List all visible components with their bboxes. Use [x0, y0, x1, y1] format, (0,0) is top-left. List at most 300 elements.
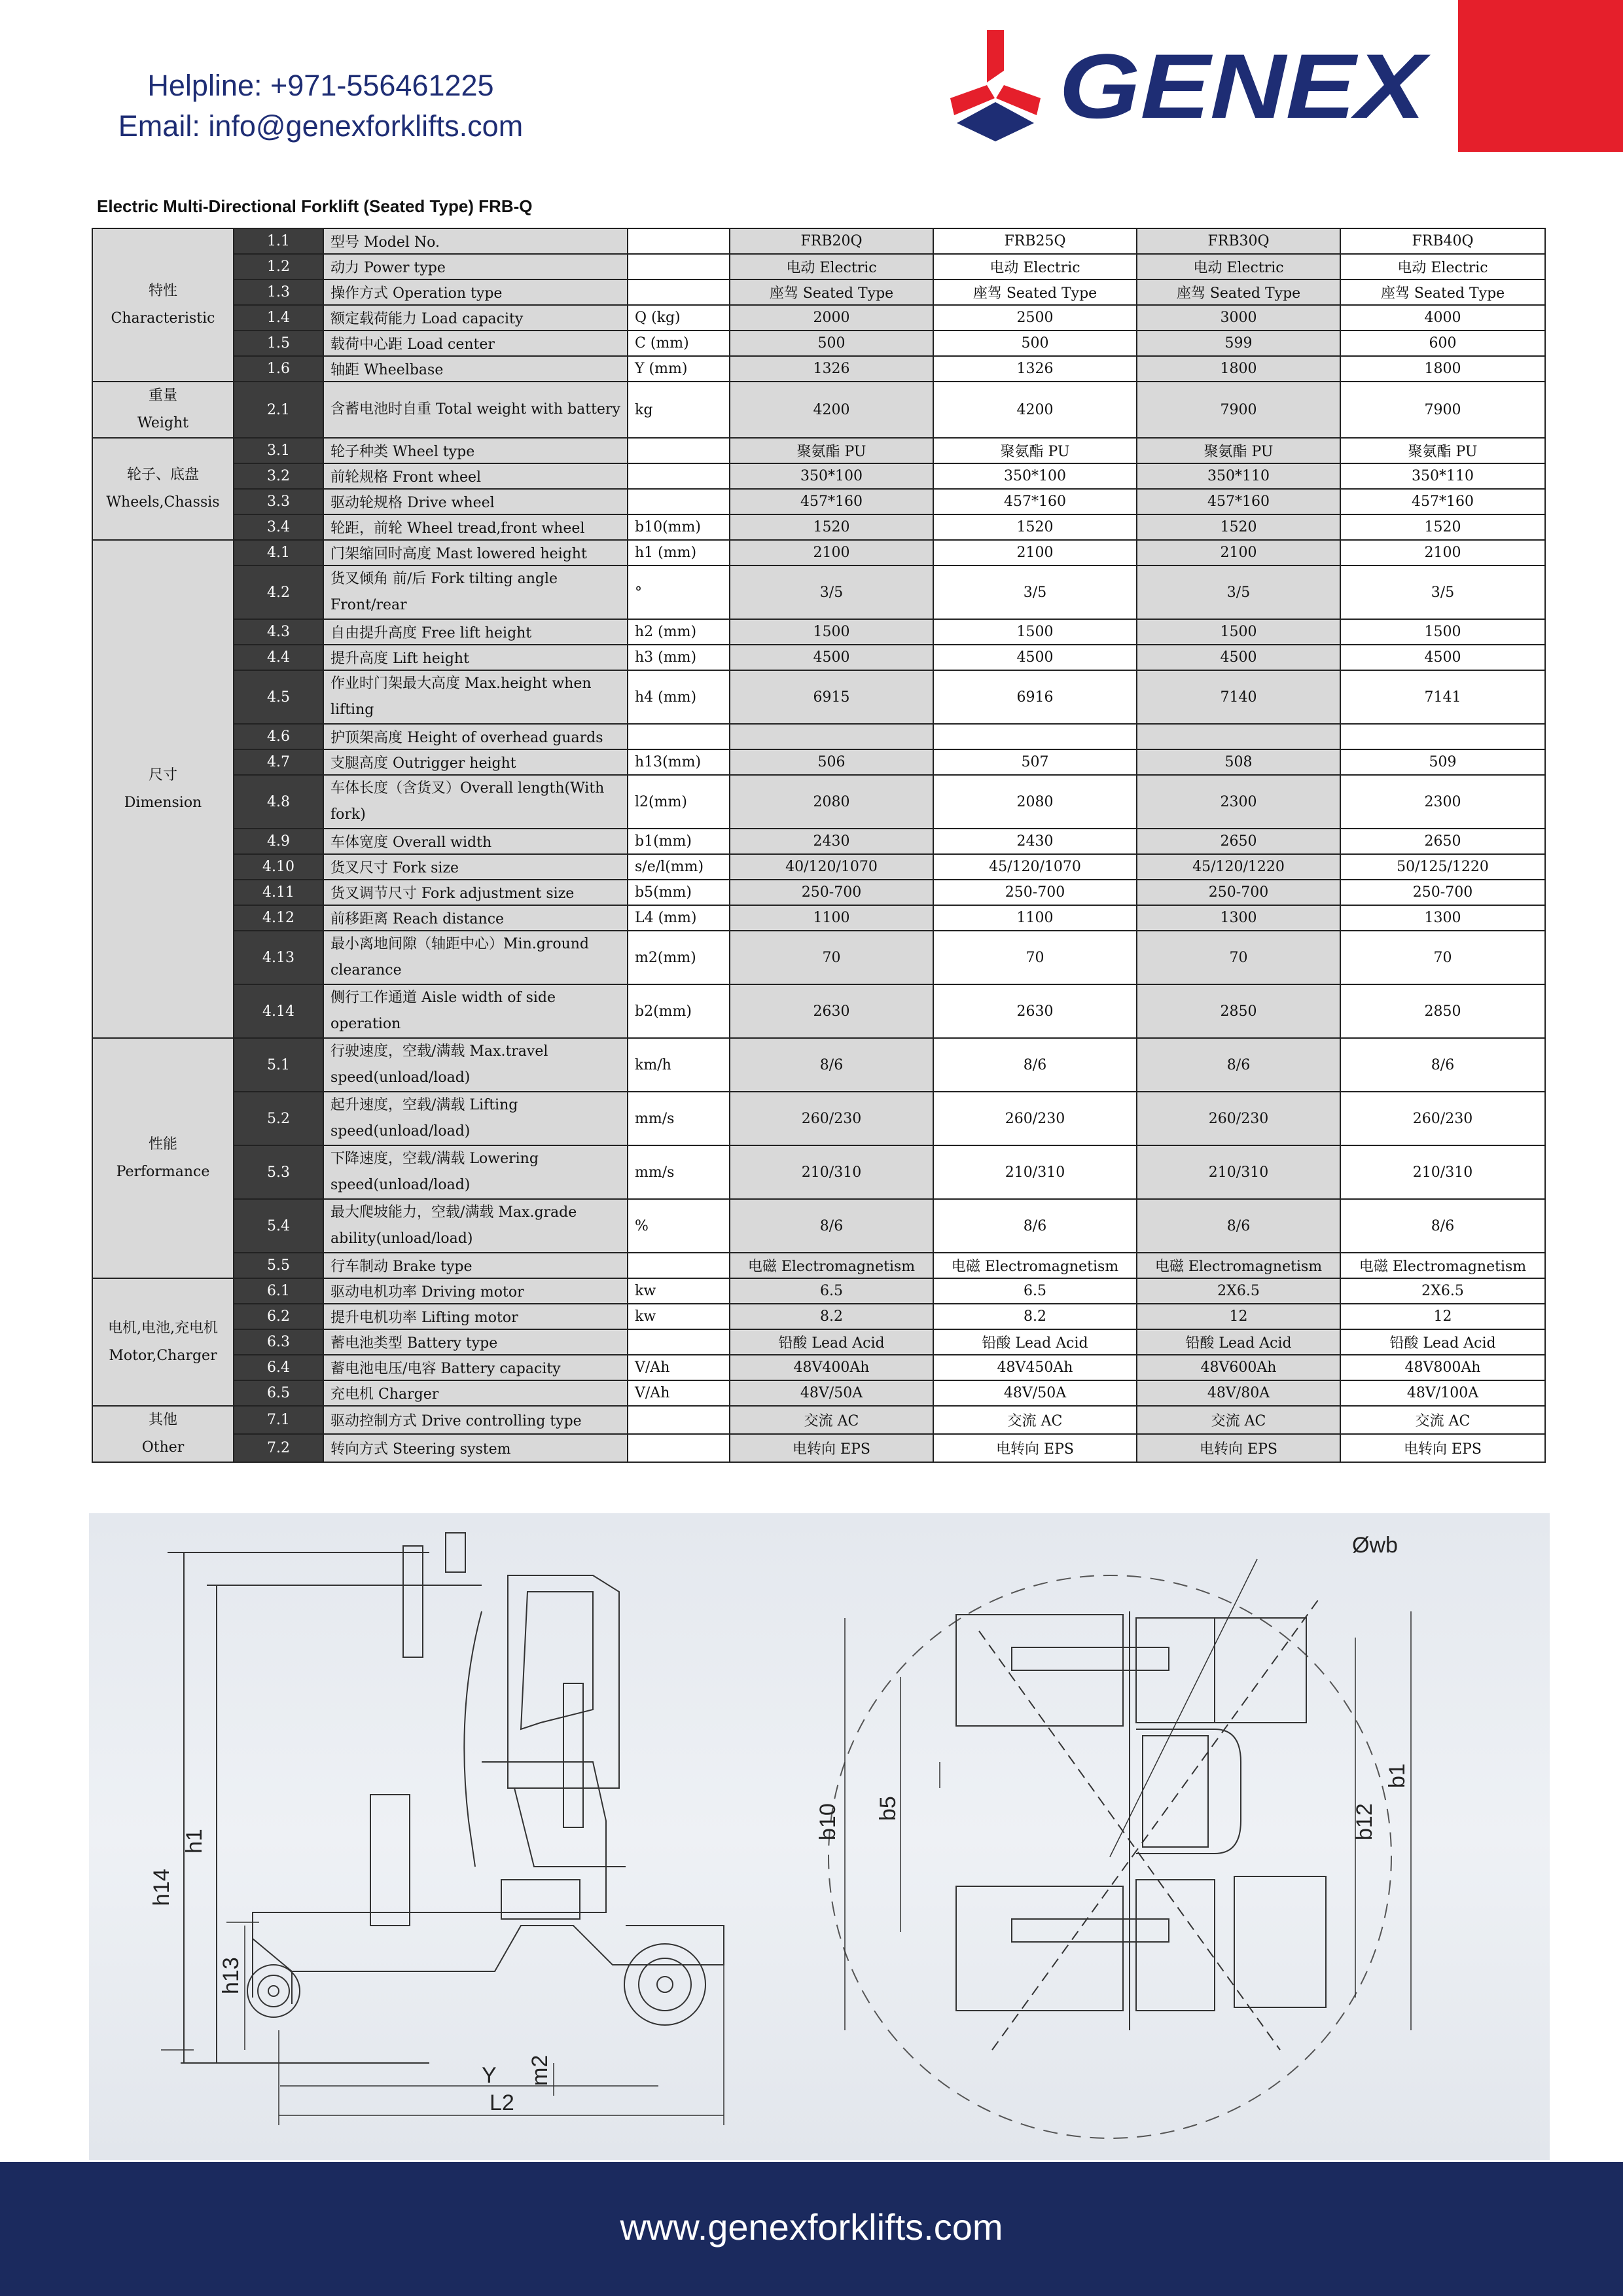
value-cell: 1100: [730, 905, 933, 931]
value-cell: 210/310: [1137, 1145, 1340, 1199]
value-cell: 506: [730, 749, 933, 775]
spec-row: [92, 565, 1545, 619]
parameter-name: 转向方式 Steering system: [323, 1434, 628, 1462]
value-cell: 座驾 Seated Type: [1340, 279, 1545, 305]
value-cell: 70: [1340, 931, 1545, 984]
unit-cell: %: [628, 1199, 730, 1253]
value-cell: 48V400Ah: [730, 1355, 933, 1380]
unit-cell: [628, 1329, 730, 1355]
item-number: 6.4: [234, 1355, 323, 1380]
category-label-en: Dimension: [124, 794, 202, 811]
unit-cell: h2 (mm): [628, 619, 730, 645]
unit-cell: kw: [628, 1278, 730, 1304]
value-cell: 2000: [730, 305, 933, 331]
value-cell: 电转向 EPS: [730, 1434, 933, 1462]
item-number: 4.14: [234, 984, 323, 1038]
unit-cell: l2(mm): [628, 775, 730, 829]
value-cell: 电转向 EPS: [1137, 1434, 1340, 1462]
value-cell: 4000: [1340, 305, 1545, 331]
value-cell: 座驾 Seated Type: [730, 279, 933, 305]
parameter-name: 蓄电池类型 Battery type: [323, 1329, 628, 1355]
value-cell: 2080: [730, 775, 933, 829]
value-cell: 1300: [1137, 905, 1340, 931]
document-title: Electric Multi-Directional Forklift (Seated Type) FRB-Q: [97, 196, 533, 216]
forklift-side-view: [161, 1533, 724, 2125]
spec-row: [92, 724, 1545, 749]
dim-label-m2: m2: [527, 2054, 552, 2086]
unit-cell: b5(mm): [628, 880, 730, 905]
value-cell: 聚氨酯 PU: [933, 438, 1137, 463]
category-label-cn: 轮子、底盘: [126, 467, 199, 483]
parameter-name: 下降速度，空载/满载 Lowering speed(unload/load): [323, 1145, 628, 1199]
value-cell: 8.2: [730, 1304, 933, 1329]
item-number: 6.1: [234, 1278, 323, 1304]
value-cell: 2650: [1340, 829, 1545, 854]
category-label-cn: 性能: [148, 1136, 177, 1153]
spec-row: [92, 619, 1545, 645]
value-cell: 50/125/1220: [1340, 854, 1545, 880]
spec-row: [92, 1434, 1545, 1462]
value-cell: 250-700: [933, 880, 1137, 905]
item-number: 5.1: [234, 1038, 323, 1092]
item-number: 2.1: [234, 382, 323, 438]
unit-cell: [628, 489, 730, 514]
value-cell: 电动 Electric: [730, 254, 933, 279]
item-number: 5.3: [234, 1145, 323, 1199]
contact-block: [92, 65, 550, 147]
spec-row: [92, 880, 1545, 905]
value-cell: 7140: [1137, 670, 1340, 724]
value-cell: 350*110: [1137, 463, 1340, 489]
spec-row: [92, 1038, 1545, 1092]
spec-row: [92, 305, 1545, 331]
item-number: 1.3: [234, 279, 323, 305]
item-number: 3.3: [234, 489, 323, 514]
dim-label-h1: h1: [182, 1829, 207, 1854]
value-cell: 260/230: [933, 1092, 1137, 1145]
value-cell: 350*100: [933, 463, 1137, 489]
parameter-name: 侧行工作通道 Aisle width of side operation: [323, 984, 628, 1038]
category-label-en: Motor,Charger: [109, 1347, 217, 1364]
parameter-name: 轮距，前轮 Wheel tread,front wheel: [323, 514, 628, 540]
unit-cell: [628, 438, 730, 463]
category-cell: [92, 1406, 234, 1462]
spec-row: [92, 1145, 1545, 1199]
value-cell: 8/6: [933, 1199, 1137, 1253]
category-label-cn: 重量: [148, 387, 177, 404]
category-label-cn: 尺寸: [148, 766, 177, 783]
value-cell: 电动 Electric: [933, 254, 1137, 279]
value-cell: 1800: [1137, 356, 1340, 382]
value-cell: 1500: [730, 619, 933, 645]
category-cell: [92, 540, 234, 1038]
value-cell: 3/5: [730, 565, 933, 619]
value-cell: 45/120/1220: [1137, 854, 1340, 880]
item-number: 1.6: [234, 356, 323, 382]
genex-logo: [949, 25, 1433, 149]
value-cell: 2080: [933, 775, 1137, 829]
value-cell: 48V/50A: [933, 1380, 1137, 1406]
value-cell: 6916: [933, 670, 1137, 724]
value-cell: 48V800Ah: [1340, 1355, 1545, 1380]
unit-cell: s/e/l(mm): [628, 854, 730, 880]
dim-label-y: Y: [482, 2063, 497, 2088]
value-cell: 聚氨酯 PU: [1340, 438, 1545, 463]
value-cell: 1520: [730, 514, 933, 540]
value-cell: 1520: [1340, 514, 1545, 540]
parameter-name: 门架缩回时高度 Mast lowered height: [323, 540, 628, 565]
value-cell: 座驾 Seated Type: [933, 279, 1137, 305]
parameter-name: 型号 Model No.: [323, 228, 628, 254]
spec-row: [92, 331, 1545, 356]
value-cell: 70: [933, 931, 1137, 984]
dim-label-b5: b5: [876, 1796, 901, 1821]
parameter-name: 提升高度 Lift height: [323, 645, 628, 670]
value-cell: 40/120/1070: [730, 854, 933, 880]
item-number: 6.2: [234, 1304, 323, 1329]
parameter-name: 货叉倾角 前/后 Fork tilting angle Front/rear: [323, 565, 628, 619]
dim-label-b10: b10: [815, 1803, 840, 1840]
value-cell: 电磁 Electromagnetism: [933, 1253, 1137, 1278]
item-number: 1.2: [234, 254, 323, 279]
item-number: 3.2: [234, 463, 323, 489]
spec-row: [92, 931, 1545, 984]
category-label-en: Other: [141, 1439, 185, 1456]
value-cell: 交流 AC: [1137, 1406, 1340, 1434]
parameter-name: 最大爬坡能力，空载/满载 Max.grade ability(unload/load): [323, 1199, 628, 1253]
value-cell: 7900: [1137, 382, 1340, 438]
unit-cell: h4 (mm): [628, 670, 730, 724]
parameter-name: 支腿高度 Outrigger height: [323, 749, 628, 775]
value-cell: 电磁 Electromagnetism: [1137, 1253, 1340, 1278]
item-number: 1.5: [234, 331, 323, 356]
value-cell: 电磁 Electromagnetism: [1340, 1253, 1545, 1278]
value-cell: FRB25Q: [933, 228, 1137, 254]
unit-cell: [628, 1253, 730, 1278]
value-cell: 70: [730, 931, 933, 984]
value-cell: FRB20Q: [730, 228, 933, 254]
value-cell: 8/6: [933, 1038, 1137, 1092]
unit-cell: [628, 463, 730, 489]
parameter-name: 蓄电池电压/电容 Battery capacity: [323, 1355, 628, 1380]
value-cell: 2100: [1340, 540, 1545, 565]
spec-row: [92, 463, 1545, 489]
value-cell: 铅酸 Lead Acid: [1137, 1329, 1340, 1355]
parameter-name: 轮子种类 Wheel type: [323, 438, 628, 463]
parameter-name: 货叉调节尺寸 Fork adjustment size: [323, 880, 628, 905]
item-number: 4.6: [234, 724, 323, 749]
value-cell: 聚氨酯 PU: [1137, 438, 1340, 463]
dim-label-l2: L2: [490, 2090, 514, 2115]
value-cell: 500: [933, 331, 1137, 356]
spec-row: [92, 854, 1545, 880]
item-number: 4.5: [234, 670, 323, 724]
item-number: 4.11: [234, 880, 323, 905]
value-cell: 4200: [933, 382, 1137, 438]
parameter-name: 充电机 Charger: [323, 1380, 628, 1406]
spec-row: [92, 749, 1545, 775]
value-cell: 48V/100A: [1340, 1380, 1545, 1406]
item-number: 3.1: [234, 438, 323, 463]
value-cell: 8/6: [1137, 1199, 1340, 1253]
brand-wordmark: GENEX: [1059, 35, 1431, 137]
spec-row: [92, 279, 1545, 305]
unit-cell: [628, 1434, 730, 1462]
spec-row: [92, 438, 1545, 463]
website-link[interactable]: www.genexforklifts.com: [620, 2206, 1003, 2248]
value-cell: 4500: [1340, 645, 1545, 670]
value-cell: 2300: [1340, 775, 1545, 829]
value-cell: 350*100: [730, 463, 933, 489]
parameter-name: 轴距 Wheelbase: [323, 356, 628, 382]
value-cell: 3000: [1137, 305, 1340, 331]
value-cell: 48V450Ah: [933, 1355, 1137, 1380]
value-cell: 4500: [933, 645, 1137, 670]
unit-cell: Y (mm): [628, 356, 730, 382]
unit-cell: V/Ah: [628, 1355, 730, 1380]
helpline-text: Helpline: +971-556461225: [147, 69, 494, 102]
spec-row: [92, 829, 1545, 854]
value-cell: 电转向 EPS: [1340, 1434, 1545, 1462]
spec-table: [92, 228, 1546, 1463]
value-cell: 2100: [933, 540, 1137, 565]
item-number: 6.5: [234, 1380, 323, 1406]
value-cell: 交流 AC: [730, 1406, 933, 1434]
dim-label-b12: b12: [1352, 1803, 1377, 1840]
value-cell: 2430: [730, 829, 933, 854]
value-cell: 1520: [933, 514, 1137, 540]
value-cell: 2850: [1137, 984, 1340, 1038]
parameter-name: 载荷中心距 Load center: [323, 331, 628, 356]
item-number: 4.8: [234, 775, 323, 829]
value-cell: 210/310: [1340, 1145, 1545, 1199]
spec-row: [92, 1199, 1545, 1253]
value-cell: 6915: [730, 670, 933, 724]
value-cell: 2X6.5: [1137, 1278, 1340, 1304]
unit-cell: kw: [628, 1304, 730, 1329]
item-number: 7.1: [234, 1406, 323, 1434]
value-cell: 聚氨酯 PU: [730, 438, 933, 463]
parameter-name: 前轮规格 Front wheel: [323, 463, 628, 489]
email-text: Email: info@genexforklifts.com: [118, 109, 524, 143]
value-cell: 2100: [1137, 540, 1340, 565]
parameter-name: 驱动轮规格 Drive wheel: [323, 489, 628, 514]
parameter-name: 前移距离 Reach distance: [323, 905, 628, 931]
value-cell: 1500: [1137, 619, 1340, 645]
spec-row: [92, 1380, 1545, 1406]
value-cell: 8/6: [1340, 1199, 1545, 1253]
value-cell: 457*160: [730, 489, 933, 514]
spec-row: [92, 984, 1545, 1038]
value-cell: 210/310: [933, 1145, 1137, 1199]
value-cell: 457*160: [1340, 489, 1545, 514]
item-number: 4.2: [234, 565, 323, 619]
value-cell: 250-700: [730, 880, 933, 905]
parameter-name: 驱动电机功率 Driving motor: [323, 1278, 628, 1304]
value-cell: 电转向 EPS: [933, 1434, 1137, 1462]
technical-drawing: [89, 1513, 1550, 2160]
spec-row: [92, 514, 1545, 540]
unit-cell: h13(mm): [628, 749, 730, 775]
value-cell: 8.2: [933, 1304, 1137, 1329]
item-number: 7.2: [234, 1434, 323, 1462]
value-cell: 457*160: [933, 489, 1137, 514]
value-cell: 1500: [1340, 619, 1545, 645]
category-label-cn: 特性: [148, 283, 177, 299]
dim-label-wb: Øwb: [1352, 1533, 1398, 1558]
unit-cell: C (mm): [628, 331, 730, 356]
unit-cell: °: [628, 565, 730, 619]
unit-cell: h1 (mm): [628, 540, 730, 565]
value-cell: 2300: [1137, 775, 1340, 829]
item-number: 4.9: [234, 829, 323, 854]
parameter-name: 额定载荷能力 Load capacity: [323, 305, 628, 331]
parameter-name: 车体宽度 Overall width: [323, 829, 628, 854]
value-cell: FRB40Q: [1340, 228, 1545, 254]
spec-row: [92, 489, 1545, 514]
unit-cell: mm/s: [628, 1145, 730, 1199]
value-cell: 铅酸 Lead Acid: [933, 1329, 1137, 1355]
unit-cell: b1(mm): [628, 829, 730, 854]
unit-cell: [628, 724, 730, 749]
spec-row: [92, 1092, 1545, 1145]
item-number: 5.2: [234, 1092, 323, 1145]
category-label-cn: 电机,电池,充电机: [108, 1319, 218, 1336]
value-cell: 4200: [730, 382, 933, 438]
value-cell: 1500: [933, 619, 1137, 645]
value-cell: 2500: [933, 305, 1137, 331]
parameter-name: 车体长度（含货叉）Overall length(With fork): [323, 775, 628, 829]
value-cell: 电动 Electric: [1137, 254, 1340, 279]
spec-row: [92, 775, 1545, 829]
value-cell: 1100: [933, 905, 1137, 931]
value-cell: 座驾 Seated Type: [1137, 279, 1340, 305]
value-cell: 260/230: [1137, 1092, 1340, 1145]
unit-cell: Q (kg): [628, 305, 730, 331]
item-number: 4.13: [234, 931, 323, 984]
unit-cell: L4 (mm): [628, 905, 730, 931]
parameter-name: 动力 Power type: [323, 254, 628, 279]
genex-emblem-icon: [950, 30, 1041, 141]
unit-cell: mm/s: [628, 1092, 730, 1145]
unit-cell: m2(mm): [628, 931, 730, 984]
value-cell: 交流 AC: [933, 1406, 1137, 1434]
value-cell: 7141: [1340, 670, 1545, 724]
parameter-name: 货叉尺寸 Fork size: [323, 854, 628, 880]
parameter-name: 行车制动 Brake type: [323, 1253, 628, 1278]
value-cell: 2100: [730, 540, 933, 565]
spec-row: [92, 1329, 1545, 1355]
unit-cell: [628, 228, 730, 254]
unit-cell: b10(mm): [628, 514, 730, 540]
unit-cell: km/h: [628, 1038, 730, 1092]
value-cell: 1300: [1340, 905, 1545, 931]
value-cell: 8/6: [730, 1199, 933, 1253]
spec-row: [92, 382, 1545, 438]
parameter-name: 最小离地间隙（轴距中心）Min.ground clearance: [323, 931, 628, 984]
value-cell: 12: [1340, 1304, 1545, 1329]
spec-row: [92, 670, 1545, 724]
value-cell: 507: [933, 749, 1137, 775]
value-cell: [1137, 724, 1340, 749]
spec-row: [92, 228, 1545, 254]
value-cell: 1520: [1137, 514, 1340, 540]
category-cell: [92, 382, 234, 438]
red-accent-block: [1458, 0, 1623, 152]
spec-row: [92, 356, 1545, 382]
forklift-top-view: [829, 1559, 1411, 2138]
value-cell: 500: [730, 331, 933, 356]
category-label-en: Performance: [116, 1163, 210, 1180]
unit-cell: b2(mm): [628, 984, 730, 1038]
spec-row: [92, 254, 1545, 279]
category-cell: [92, 1278, 234, 1406]
value-cell: 599: [1137, 331, 1340, 356]
parameter-name: 驱动控制方式 Drive controlling type: [323, 1406, 628, 1434]
item-number: 6.3: [234, 1329, 323, 1355]
item-number: 4.12: [234, 905, 323, 931]
parameter-name: 行驶速度，空载/满载 Max.travel speed(unload/load): [323, 1038, 628, 1092]
category-cell: [92, 228, 234, 382]
item-number: 1.4: [234, 305, 323, 331]
value-cell: 2630: [933, 984, 1137, 1038]
value-cell: 电动 Electric: [1340, 254, 1545, 279]
parameter-name: 护顶架高度 Height of overhead guards: [323, 724, 628, 749]
unit-cell: kg: [628, 382, 730, 438]
value-cell: [933, 724, 1137, 749]
value-cell: 铅酸 Lead Acid: [1340, 1329, 1545, 1355]
value-cell: 2650: [1137, 829, 1340, 854]
value-cell: 6.5: [730, 1278, 933, 1304]
value-cell: 508: [1137, 749, 1340, 775]
value-cell: 48V/80A: [1137, 1380, 1340, 1406]
value-cell: 48V600Ah: [1137, 1355, 1340, 1380]
value-cell: 350*110: [1340, 463, 1545, 489]
value-cell: 45/120/1070: [933, 854, 1137, 880]
item-number: 3.4: [234, 514, 323, 540]
parameter-name: 操作方式 Operation type: [323, 279, 628, 305]
dim-label-h13: h13: [219, 1957, 243, 1994]
parameter-name: 含蓄电池时自重 Total weight with battery: [323, 382, 628, 438]
parameter-name: 自由提升高度 Free lift height: [323, 619, 628, 645]
value-cell: 8/6: [730, 1038, 933, 1092]
value-cell: 2850: [1340, 984, 1545, 1038]
item-number: 4.7: [234, 749, 323, 775]
value-cell: 260/230: [1340, 1092, 1545, 1145]
category-label-en: Characteristic: [111, 310, 215, 327]
value-cell: 3/5: [933, 565, 1137, 619]
value-cell: 6.5: [933, 1278, 1137, 1304]
spec-row: [92, 1355, 1545, 1380]
value-cell: 交流 AC: [1340, 1406, 1545, 1434]
value-cell: 600: [1340, 331, 1545, 356]
value-cell: 260/230: [730, 1092, 933, 1145]
unit-cell: [628, 254, 730, 279]
value-cell: 12: [1137, 1304, 1340, 1329]
spec-row: [92, 645, 1545, 670]
value-cell: 210/310: [730, 1145, 933, 1199]
value-cell: 2X6.5: [1340, 1278, 1545, 1304]
value-cell: 8/6: [1137, 1038, 1340, 1092]
value-cell: 4500: [730, 645, 933, 670]
value-cell: 3/5: [1137, 565, 1340, 619]
category-label-en: Weight: [137, 415, 188, 431]
category-label-en: Wheels,Chassis: [106, 494, 220, 511]
item-number: 5.5: [234, 1253, 323, 1278]
item-number: 4.10: [234, 854, 323, 880]
parameter-name: 作业时门架最大高度 Max.height when lifting: [323, 670, 628, 724]
value-cell: 7900: [1340, 382, 1545, 438]
